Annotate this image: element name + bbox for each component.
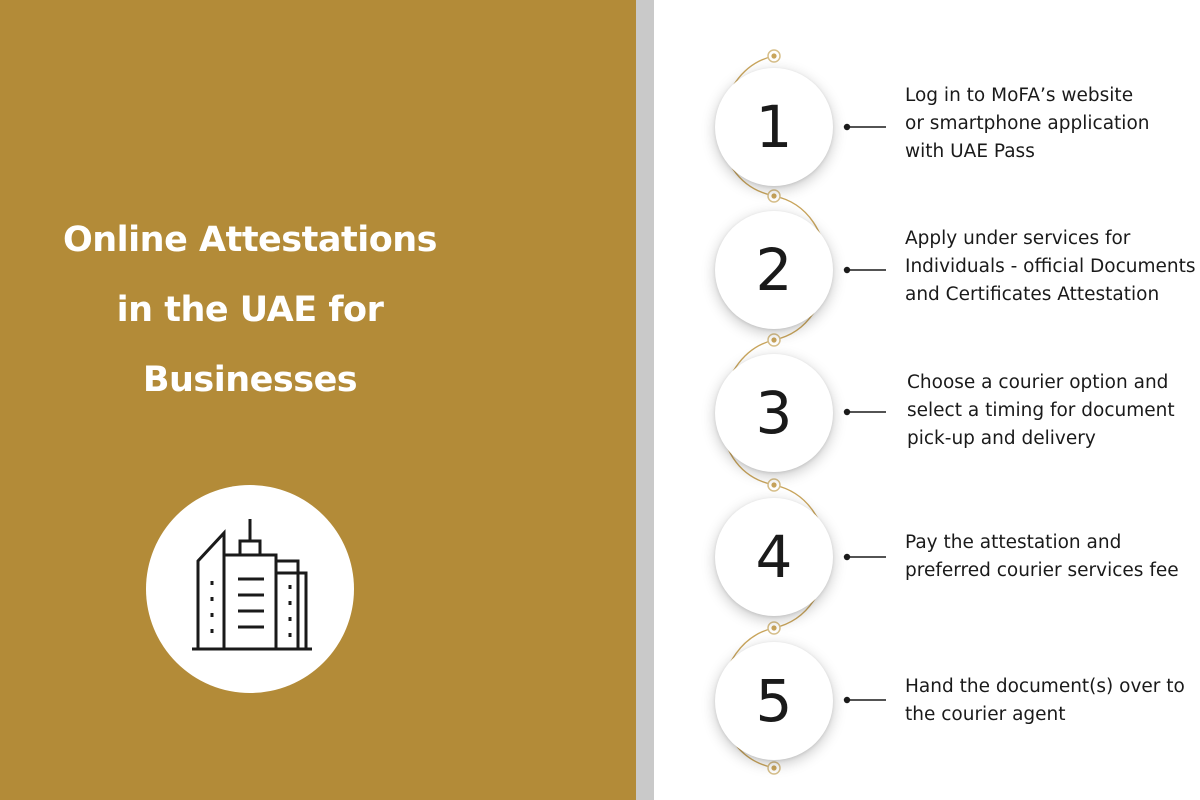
step-2-line-2: Individuals - official Documents: [905, 256, 1196, 277]
title-line-3: Businesses: [142, 360, 358, 400]
step-circle-3: [715, 354, 833, 472]
connector-dot-center: [771, 765, 776, 770]
step-5-line-1: Hand the document(s) over to: [905, 676, 1185, 697]
step-4-line-1: Pay the attestation and: [905, 532, 1122, 553]
step-2-line-3: and Certificates Attestation: [905, 284, 1160, 305]
step-number-5: 5: [755, 667, 793, 735]
step-2-line-1: Apply under services for: [905, 228, 1131, 249]
title-line-1: Online Attestations: [63, 220, 437, 260]
steps-panel: [654, 0, 1200, 800]
step-text-2: [905, 225, 1196, 309]
step-circle-5: [715, 642, 833, 760]
icon-badge: [146, 485, 354, 693]
page-title: [0, 205, 500, 415]
step-1-line-2: or smartphone application: [905, 113, 1150, 134]
step-circle-1: [715, 68, 833, 186]
step-5-line-2: the courier agent: [905, 704, 1066, 725]
step-3-line-3: pick-up and delivery: [907, 428, 1096, 449]
step-number-4: 4: [755, 523, 793, 591]
step-circle-2: [715, 211, 833, 329]
step-number-2: 2: [755, 236, 793, 304]
step-1-line-1: Log in to MoFA’s website: [905, 85, 1134, 106]
connector-dot-center: [771, 337, 776, 342]
step-3-line-1: Choose a courier option and: [907, 372, 1169, 393]
step-circle-4: [715, 498, 833, 616]
step-1-line-3: with UAE Pass: [905, 141, 1035, 162]
connector-dot-center: [771, 193, 776, 198]
step-number-1: 1: [755, 93, 793, 161]
divider-bar: [636, 0, 654, 800]
step-text-1: [905, 82, 1149, 166]
connector-dot-center: [771, 482, 776, 487]
buildings-icon: [146, 485, 354, 693]
step-text-3: [907, 369, 1175, 453]
step-text-5: [905, 673, 1185, 729]
connector-dot-center: [771, 625, 776, 630]
pointer-lines: [844, 124, 886, 703]
step-number-3: 3: [755, 379, 793, 447]
step-3-line-2: select a timing for document: [907, 400, 1175, 421]
connector-dot-center: [771, 53, 776, 58]
title-line-2: in the UAE for: [116, 290, 384, 330]
step-4-line-2: preferred courier services fee: [905, 560, 1179, 581]
step-text-4: [905, 529, 1179, 585]
